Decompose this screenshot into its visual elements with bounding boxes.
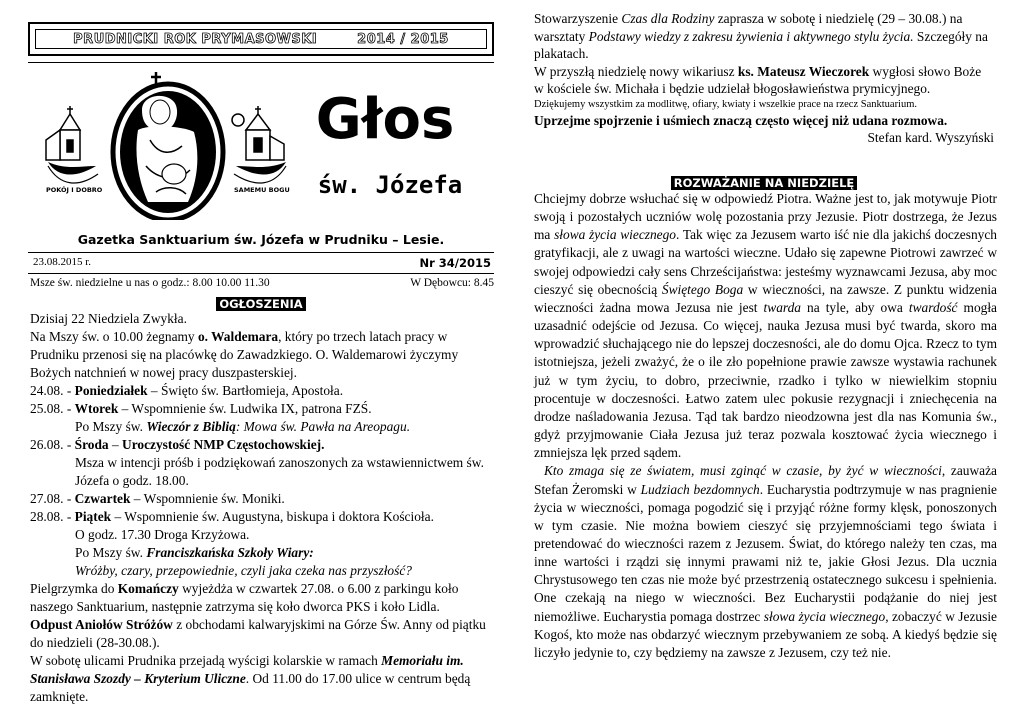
- reflection-heading: ROZWAŻANIE NA NIEDZIELĘ: [671, 176, 858, 190]
- motto-right: SAMEMU BOGU: [234, 186, 290, 194]
- announcement-farewell: Na Mszy św. o 10.00 żegnamy o. Waldemara, który po trzech latach pracy w Prudniku przenosi się na placówkę do Zawadzkiego. O. Waldemarowi życzymy Bożych natchnień w nowej pracy duszpasterskiej.: [30, 329, 459, 380]
- announcements-body: [30, 310, 496, 706]
- announcement-wednesday-mass: Msza w intencji próśb i podziękowań zanoszonych za wstawiennictwem św. Józefa o godz. 18.00.: [75, 455, 484, 488]
- announcement-wednesday: 26.08. - Środa – Uroczystość NMP Częstochowskiej.: [30, 437, 325, 452]
- issue-date: 23.08.2015 r.: [33, 256, 92, 268]
- announcement-friday-school: Po Mszy św. Franciszkańska Szkoły Wiary:: [75, 545, 314, 560]
- announcement-workshops: Stowarzyszenie Czas dla Rodziny zaprasza w sobotę i niedzielę (29 – 30.08.) na warsztaty Podstawy wiedzy z zakresu żywienia i aktywnego stylu życia. Szczegóły na plakatach.: [534, 11, 988, 61]
- announcement-tuesday: 25.08. - Wtorek – Wspomnienie św. Ludwika IX, patrona FZŚ.: [30, 401, 372, 416]
- announcement-cycling: W sobotę ulicami Prudnika przejadą wyścigi kolarskie w ramach Memoriału im. Stanisława Szozdy – Kryterium Uliczne. Od 11.00 do 17.00 ulice w centrum będą zamknięte.: [30, 653, 471, 704]
- oval-medallion-icon: [113, 84, 223, 220]
- thanks-note: Dziękujemy wszystkim za modlitwę, ofiary, kwiaty i wszelkie prace na rzecz Sanktuarium.: [534, 98, 918, 110]
- announcement-indulgence: Odpust Aniołów Stróżów z obchodami kalwaryjskimi na Górze Św. Anny od piątku do niedzieli (28-30.08.).: [30, 617, 486, 650]
- church-left-icon: [46, 106, 80, 160]
- quote-author: Stefan kard. Wyszyński: [867, 130, 994, 145]
- church-right-icon: [232, 106, 284, 160]
- announcement-new-vicar: W przyszłą niedzielę nowy wikariusz ks. Mateusz Wieczorek wygłosi słowo Boże w kościele św. Michała i będzie udzielał błogosławieństwa prymicyjnego.: [534, 63, 982, 96]
- gazette-name: Gazetka Sanktuarium św. Józefa w Prudniku – Lesie.: [77, 232, 445, 247]
- right-announcements: [534, 10, 994, 147]
- announcement-sunday: Dzisiaj 22 Niedziela Zwykła.: [30, 311, 187, 326]
- announcements-heading: OGŁOSZENIA: [216, 297, 305, 311]
- announcement-friday-topic: Wróżby, czary, przepowiednie, czyli jaka czeka nas przyszłość?: [75, 563, 412, 578]
- announcement-friday: 28.08. - Piątek – Wspomnienie św. Augustyna, biskupa i doktora Kościoła.: [30, 509, 434, 524]
- year-banner: [28, 22, 494, 56]
- page-subtitle: św. Józefa: [317, 171, 463, 199]
- mass-times-row: [30, 277, 494, 289]
- issue-row: [33, 256, 491, 272]
- banner-year-title: PRUDNICKI ROK PRYMASOWSKI: [73, 31, 318, 47]
- leaf-left-icon: [48, 162, 96, 175]
- leaf-right-icon: [236, 162, 286, 175]
- reflection-body: [534, 190, 997, 662]
- announcement-friday-stations: O godz. 17.30 Droga Krzyżowa.: [75, 527, 250, 542]
- header-rule: [28, 62, 494, 63]
- mass-times: Msze św. niedzielne u nas o godz.: 8.00 10.00 11.30: [30, 277, 270, 289]
- date-rule: [28, 273, 494, 274]
- st-joseph-emblem-icon: [38, 70, 296, 220]
- quote-text: Uprzejme spojrzenie i uśmiech znaczą często więcej niż udana rozmowa.: [534, 112, 948, 128]
- banner-year-range: 2014 / 2015: [357, 31, 449, 47]
- reflection-paragraph-1: Chciejmy dobrze wsłuchać się w odpowiedź Piotra. Ważne jest to, jak motywuje Piotr swoją i pozostałych uczniów wolę pozostania przy Jezusie. Piotr dostrzega, że Jezus ma słowa życia wiecznego. Tak więc za Jezusem warto iść nie dla jakichś doczesnych gratyfikacji, ale z uwagi na wartości wieczne. Udało się zapewne Piotrowi zawrzeć w swojej odpowiedzi cały sens Chrześcijaństwa: jesteśmy wyznawcami Jezusa, aby moc cieszyć się obecnością Świętego Boga w wieczności, na zawsze. Z punktu widzenia wieczności żadna mowa Jezusa nie jest twarda na tyle, aby owa twardość mogła uzasadnić odejście od Jezusa. Co więcej, nauka Jezusa musi być twarda, skoro ma wprowadzić słuchającego nie do lepszej doczesności, ale do domu Ojca. Rzecz to tym istotniejsza, jeżeli zważyć, że o ile zło popełnione prawie zawsze wystawia rachunek już w tym życiu, to dobro, przeciwnie, rzadko i tylko w niewielkim stopniu procentuje w doczesności. Łatwo zatem ulec pokusie rezygnacji i zniechęcenia na drodze naśladowania Jezusa. Tąd tak bardzo nieodzowna jest dla nas Komunia św., gdyż przyjmowanie Ciała Jezusa już teraz pozwala kosztować życia wiecznego i zmniejsza lęk przed sądem.: [534, 191, 998, 461]
- announcement-thursday: 27.08. - Czwartek – Wspomnienie św. Moniki.: [30, 491, 285, 506]
- page-title: Głos: [315, 87, 455, 152]
- announcement-monday: 24.08. - Poniedziałek – Święto św. Bartłomieja, Apostoła.: [30, 383, 344, 398]
- subtitle-rule: [28, 252, 494, 253]
- issue-number: Nr 34/2015: [419, 256, 491, 270]
- reflection-paragraph-2: Kto zmaga się ze światem, musi zginąć w czasie, by żyć w wieczności, zauważa Stefan Żeromski w Ludziach bezdomnych. Eucharystia podtrzymuje w nas pragnienie życia w wieczności, pomaga pogodzić się i przyjąć różne formy klęsk, ponoszonych w tym czasie. Nie można bowiem cieszyć się przyjemnościami tego świata i pretendować do wieczności razem z Jezusem. Świat, do którego należy ten czas, ma inne wartości i rządzi się innymi prawami niż te, jakie Głosi Jezus. Dla ucznia Chrystusowego ten czas nie może być przestrzenią ostatecznego sukcesu i spełnienia. One czekają na niego w wieczności. Bez Eucharystii podążanie do niej jest niemożliwe. Eucharystia pomaga dostrzec słowa życia wiecznego, zobaczyć w Jezusie Kogoś, kto może nas obdarzyć wiecznym przebywaniem ze sobą. A kiedyś będzie się liczyło jedynie to, czy będziemy na zawsze z Jezusem, czy też nie.: [534, 463, 998, 660]
- announcement-tuesday-bible: Po Mszy św. Wieczór z Biblią: Mowa św. Pawła na Areopagu.: [75, 419, 411, 434]
- debowiec-mass: W Dębowcu: 8.45: [410, 277, 494, 289]
- motto-left: POKÓJ I DOBRO: [46, 186, 103, 194]
- announcement-pilgrimage: Pielgrzymka do Komańczy wyjeżdża w czwartek 27.08. o 6.00 z parkingu koło naszego Sanktuarium, następnie zatrzyma się koło dworca PKS i koło Lidla.: [30, 581, 459, 614]
